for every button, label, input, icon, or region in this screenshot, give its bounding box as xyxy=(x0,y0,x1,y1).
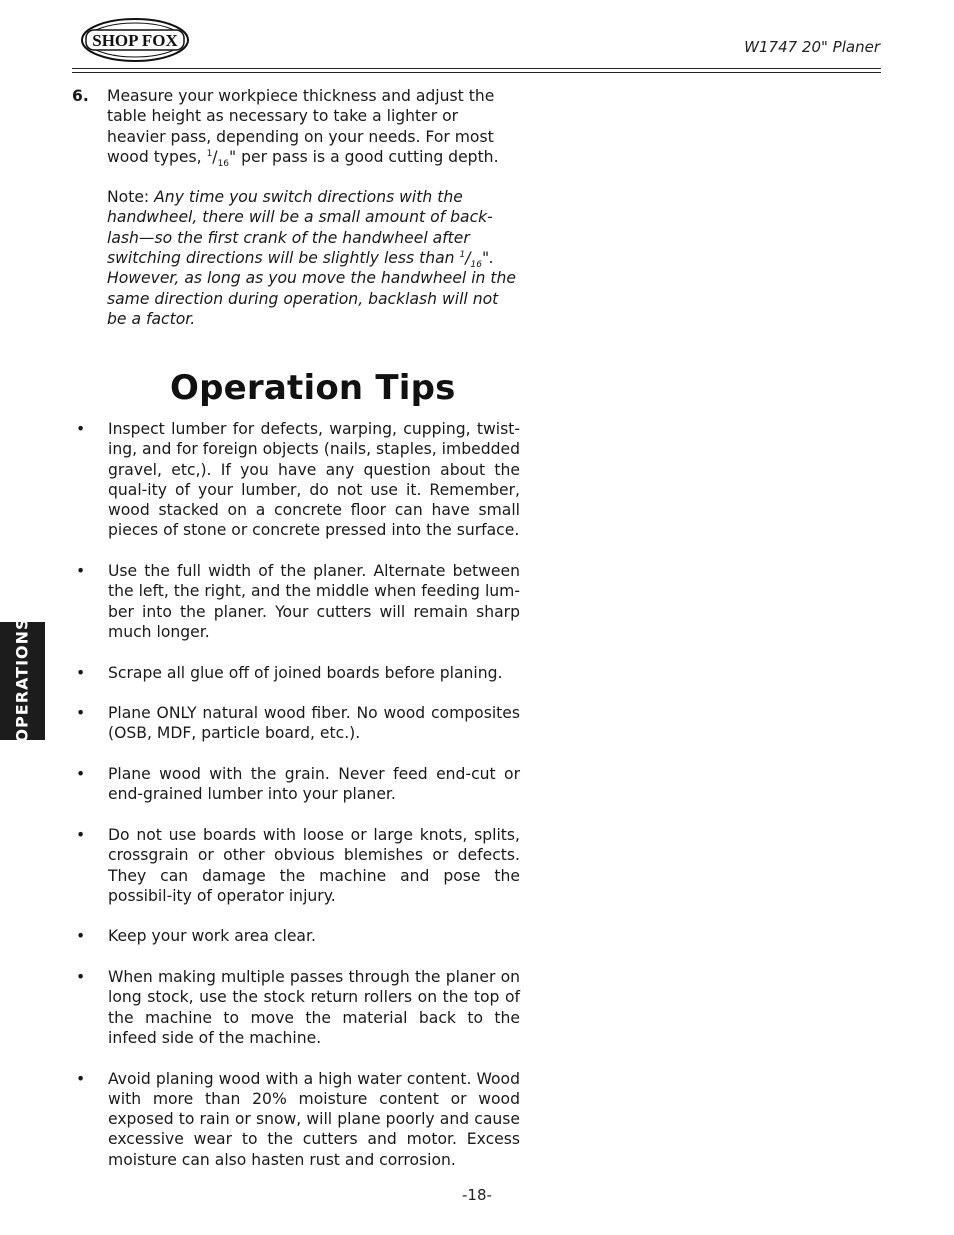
bullet: • xyxy=(76,562,86,581)
list-item xyxy=(72,926,522,946)
fraction-denominator: 16 xyxy=(217,159,230,169)
tip-text: When making multiple passes through the planer on long stock, use the stock return rollers on the top of the machine to move the material back to the infeed side of the machine. xyxy=(108,968,520,1047)
bullet: • xyxy=(76,704,86,723)
section-title: Operation Tips xyxy=(170,368,456,408)
list-item xyxy=(72,764,522,805)
side-tab-label: OPERATIONS xyxy=(12,617,32,743)
list-item xyxy=(72,1069,522,1170)
list-item xyxy=(72,419,522,541)
step-text-part: Measure your workpiece thickness and adjust the table height as necessary to take a lighter or heavier pass, depending on your needs. For most wood types, xyxy=(107,87,495,166)
step-body xyxy=(107,86,520,329)
bullet: • xyxy=(76,968,86,987)
list-item xyxy=(72,663,522,683)
tip-text: Plane ONLY natural wood fiber. No wood composites (OSB, MDF, particle board, etc.). xyxy=(108,704,520,743)
note-label: Note xyxy=(107,188,144,207)
step-number: 6. xyxy=(72,87,89,105)
header-rule-top xyxy=(72,68,881,69)
list-item xyxy=(72,703,522,744)
bullet: • xyxy=(76,765,86,784)
fraction-slash: / xyxy=(212,147,218,166)
fraction-numerator: 1 xyxy=(459,249,466,260)
brand-text: SHOP FOX xyxy=(92,31,178,50)
list-item xyxy=(72,967,522,1048)
list-item xyxy=(72,561,522,642)
tip-text: Plane wood with the grain. Never feed end-cut or end-grained lumber into your planer. xyxy=(108,765,520,804)
step-6 xyxy=(72,86,522,329)
note xyxy=(107,187,520,329)
tip-text: Do not use boards with loose or large knots, splits, crossgrain or other obvious blemishes or defects. They can damage the machine and pose the possibil-ity of operator injury. xyxy=(108,825,520,905)
bullet: • xyxy=(76,663,86,682)
tip-text: Keep your work area clear. xyxy=(108,927,316,946)
list-item xyxy=(72,825,522,906)
step-block xyxy=(72,86,522,329)
tip-text: Scrape all glue off of joined boards before planing. xyxy=(108,663,503,682)
page-number: -18- xyxy=(462,1186,492,1204)
step-text xyxy=(107,86,520,167)
tip-text: Inspect lumber for defects, warping, cupping, twist-ing, and for foreign objects (nails, staples, imbedded gravel, etc,). If you have any question about the qual-ity of your lumber, do not use it. Remember, wood stacked on a concrete floor can have small pieces of stone or concrete pressed into the surface. xyxy=(108,420,520,540)
bullet: • xyxy=(76,420,86,438)
model-title: W1747 20" Planer xyxy=(744,38,880,56)
note-text-part: Any time you switch directions with the handwheel, there will be a small amount of back-lash—so the first crank of the handwheel after switching directions will be slightly less than xyxy=(107,188,493,268)
note-text-part: ". However, as long as you move the handwheel in the same direction during operation, backlash will not be a factor. xyxy=(107,249,516,328)
tips-list xyxy=(72,419,522,1190)
bullet: • xyxy=(76,927,86,946)
tip-text: Avoid planing wood with a high water content. Wood with more than 20% moisture content or wood exposed to rain or snow, will plane poorly and cause excessive wear to the cutters and motor. Excess moisture can also hasten rust and corrosion. xyxy=(108,1069,520,1169)
note-colon: : xyxy=(143,188,155,207)
note-text xyxy=(107,188,516,328)
fraction-slash: / xyxy=(465,249,471,268)
fraction-numerator: 1 xyxy=(206,148,213,159)
shop-fox-logo xyxy=(80,16,190,64)
step-text-part: " per pass is a good cutting depth. xyxy=(229,147,499,166)
tip-text: Use the full width of the planer. Alternate between the left, the right, and the middle when feeding lum-ber into the planer. Your cutters will remain sharp much longer. xyxy=(108,562,520,641)
bullet: • xyxy=(76,1069,86,1088)
header-rule-bottom xyxy=(72,72,881,73)
bullet: • xyxy=(76,825,86,844)
fraction-denominator: 16 xyxy=(470,260,482,271)
